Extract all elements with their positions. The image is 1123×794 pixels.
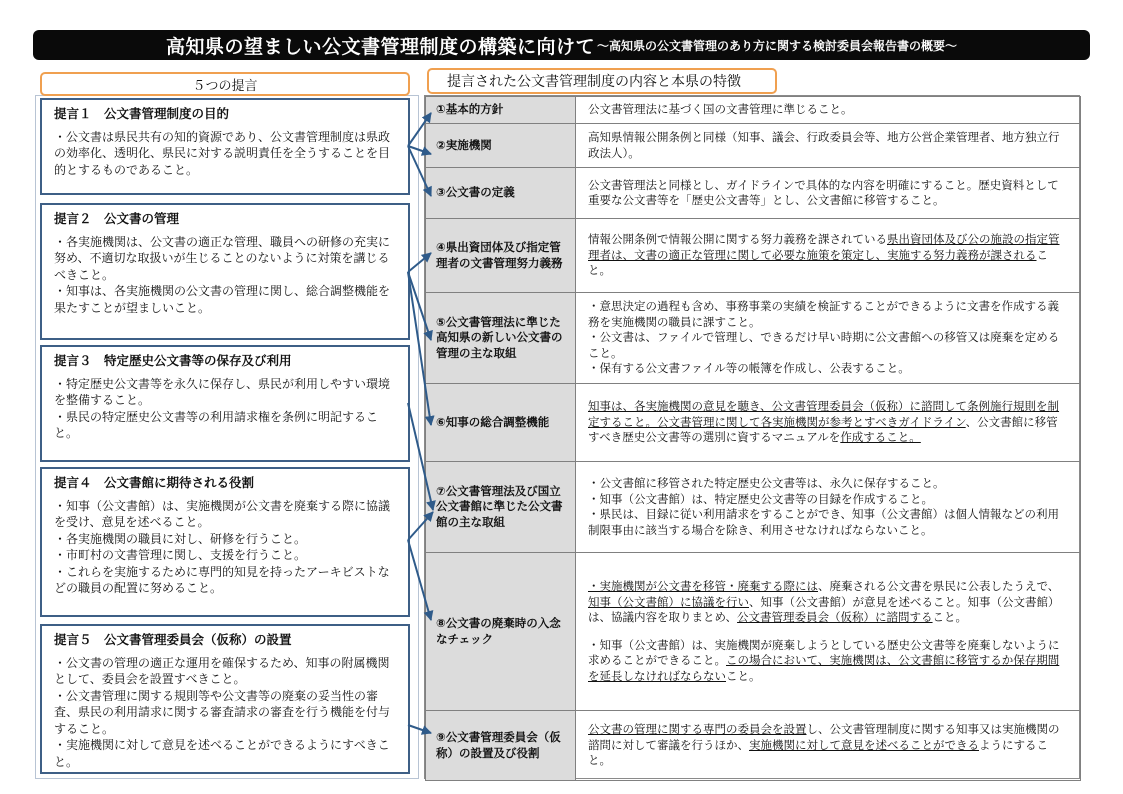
page-title: 高知県の望ましい公文書管理制度の構築に向けて [165,35,595,58]
proposals-heading-text: ５つの提言 [192,78,258,94]
description-paragraph [588,330,1068,361]
features-heading [427,68,777,94]
features-row-description [576,711,1081,781]
description-paragraph [588,579,1068,626]
proposal-text: ・公文書は県民共有の知的資源であり、公文書管理制度は県政の効率化、透明化、県民に対する説明責任を全うすることを目的とするものであること。 [54,129,391,177]
underlined-text: 公文書管理委員会（仮称）に諮問する [737,610,933,624]
features-row-label: ⑨公文書管理委員会（仮称）の設置及び役割 [426,711,576,781]
proposal-5 [40,624,410,774]
description-text: ・公文書は、ファイルで管理し、できるだけ早い時期に公文書館への移管又は廃棄を定めること。 [588,330,1060,360]
features-row-description [576,124,1081,168]
description-text: こと。 [932,610,968,624]
description-text: ・公文書館に移管された特定歴史公文書等は、永久に保存すること。 [588,476,945,490]
features-row-label: ⑥知事の総合調整機能 [426,384,576,462]
features-row-label: ③公文書の定義 [426,168,576,219]
features-row-label: ④県出資団体及び指定管理者の文書管理努力義務 [426,219,576,293]
features-table [425,96,1081,781]
features-row [426,462,1081,553]
proposal-text: ・市町村の文書管理に関し、支援を行うこと。 [54,548,307,562]
proposal-title: 提言３ 特定歴史公文書等の保存及び利用 [54,353,292,368]
description-paragraph [588,476,1068,492]
description-paragraph [588,102,1068,118]
features-row [426,711,1081,781]
underlined-text: 作成すること。 [840,430,921,445]
description-text: 、公文書館に移管すべき歴史公文書等の選別に資するマニュアルを [588,414,1058,445]
proposal-2 [40,203,410,340]
proposal-text: ・県民の特定歴史公文書等の利用請求権を条例に明記すること。 [54,409,379,440]
description-paragraph [588,722,1068,769]
proposal-text: ・各実施機関の職員に対し、研修を行うこと。 [54,531,307,546]
features-row-description [576,462,1081,553]
description-text: 、知事（公文書館）が意見を述べること。知事（公文書館）は、協議内容を取りまとめ、 [588,594,1060,624]
features-row-description [576,553,1081,711]
proposal-text: ・これらを実施するために専門的知見を持ったアーキビストなどの職員の配置に努めること。 [54,564,390,595]
proposal-text: ・特定歴史公文書等を永久に保存し、県民が利用しやすい環境を整備すること。 [54,376,391,407]
features-heading-text: 提言された公文書管理制度の内容と本県の特徴 [447,74,741,90]
underlined-text: 実施機関に対して意見を述べることができる [749,737,979,752]
description-text: ようにすること。 [588,737,1048,768]
description-paragraph [588,492,1068,508]
proposal-title: 提言４ 公文書館に期待される役割 [54,475,255,490]
title-bar [33,30,1090,60]
proposal-title: 提言５ 公文書管理委員会（仮称）の設置 [54,632,292,647]
proposal-text: ・公文書の管理の適正な運用を確保するため、知事の附属機関として、委員会を設置すべきこと。 [54,655,390,686]
underlined-text: ・実施機関が公文書を移管・廃棄する際には [588,579,818,593]
underlined-text: 知事（公文書館）に協議を行い [588,594,749,609]
description-paragraph [588,299,1068,330]
underlined-text: 公文書の管理に関する専門の委員会を設置 [588,722,807,737]
features-row-label: ⑤公文書管理法に準じた高知県の新しい公文書の管理の主な取組 [426,293,576,384]
features-row-description [576,168,1081,219]
description-paragraph [588,638,1068,685]
features-row-description [576,97,1081,124]
description-text: こと。 [726,668,761,683]
features-table-frame [424,95,1080,779]
description-paragraph [588,507,1068,538]
features-row-label: ②実施機関 [426,124,576,168]
features-row-label: ⑧公文書の廃棄時の入念なチェック [426,553,576,711]
description-text: ・知事（公文書館）は、特定歴史公文書等の目録を作成すること。 [588,491,933,506]
underlined-text: 県出資団体及び公の施設の指定管理者は、文書の適正な管理に関して必要な施策を策定し、実施する努力義務が課される [588,232,1060,262]
features-row-label: ⑦公文書管理法及び国立公文書館に準じた公文書館の主な取組 [426,462,576,553]
features-row-description [576,293,1081,384]
features-row [426,293,1081,384]
description-paragraph [588,130,1068,161]
description-text: 公文書管理法に基づく国の文書管理に準じること。 [588,102,853,117]
features-row [426,97,1081,124]
features-row-description [576,219,1081,293]
proposal-text: ・公文書管理に関する規則等や公文書等の廃棄の妥当性の審査、県民の利用請求に関する審査請求の審査を行う機能を付与すること。 [54,688,391,736]
features-row [426,219,1081,293]
description-text: ・県民は、目録に従い利用請求をすることができ、知事（公文書館）は個人情報などの利用制限事由に該当する場合を除き、利用させなければならないこと。 [588,507,1060,537]
proposal-text: ・知事（公文書館）は、実施機関が公文書を廃棄する際に協議を受け、意見を述べること。 [54,498,391,529]
description-paragraph [588,399,1068,446]
proposals-heading [40,72,410,96]
page-subtitle: ～高知県の公文書管理のあり方に関する検討委員会報告書の概要～ [597,38,958,53]
description-paragraph [588,178,1068,209]
proposal-1 [40,98,410,195]
proposal-text: ・実施機関に対して意見を述べることができるようにすべきこと。 [54,738,390,769]
description-text: ・知事（公文書館）は、実施機関が廃棄しようとしている歴史公文書等を廃棄しないように求めることができること。 [588,637,1060,667]
description-paragraph [588,361,1068,377]
description-text: こと。 [588,247,1048,278]
proposal-text: ・各実施機関は、公文書の適正な管理、職員への研修の充実に努め、不適切な取扱いが生じることのないように対策を講じるべきこと。 [54,234,391,282]
description-text: 情報公開条例で情報公開に関する努力義務を課されている [588,232,887,247]
features-row-label: ①基本的方針 [426,97,576,124]
features-row-description [576,384,1081,462]
features-row [426,384,1081,462]
proposal-text: ・知事は、各実施機関の公文書の管理に関し、総合調整機能を果たすことが望ましいこと。 [54,284,391,315]
proposal-title: 提言１ 公文書管理制度の目的 [54,106,230,121]
description-paragraph [588,232,1068,279]
description-text: ・保有する公文書ファイル等の帳簿を作成し、公表すること。 [588,361,910,376]
features-row [426,124,1081,168]
features-row [426,553,1081,711]
proposal-title: 提言２ 公文書の管理 [54,211,180,226]
underlined-text: この場合において、実施機関は、公文書館に移管するか保存期間を延長しなければならない [588,653,1060,683]
description-text: し、公文書管理制度に関する知事又は実施機関の諮問に対して審議を行うほか、 [588,722,1060,752]
underlined-text: 公文書管理に関して各実施機関が参考とすべきガイドライン [657,414,966,429]
underlined-text: 知事は、各実施機関の意見を聴き、公文書管理委員会（仮称）に諮問して条例施行規則を制定すること。 [588,399,1060,429]
proposal-4 [40,467,410,617]
proposal-3 [40,345,410,462]
description-text: 、廃棄される公文書を県民に公表したうえで、 [818,579,1060,593]
description-text: 公文書管理法と同様とし、ガイドラインで具体的な内容を明確にすること。歴史資料として重要な公文書等を「歴史公文書等」とし、公文書館に移管すること。 [588,177,1059,207]
features-row [426,168,1081,219]
description-text: 高知県情報公開条例と同様（知事、議会、行政委員会等、地方公営企業管理者、地方独立行政法人）。 [588,130,1060,160]
description-text: ・意思決定の過程も含め、事務事業の実績を検証することができるように文書を作成する義務を実施機関の職員に課すこと。 [588,299,1060,329]
